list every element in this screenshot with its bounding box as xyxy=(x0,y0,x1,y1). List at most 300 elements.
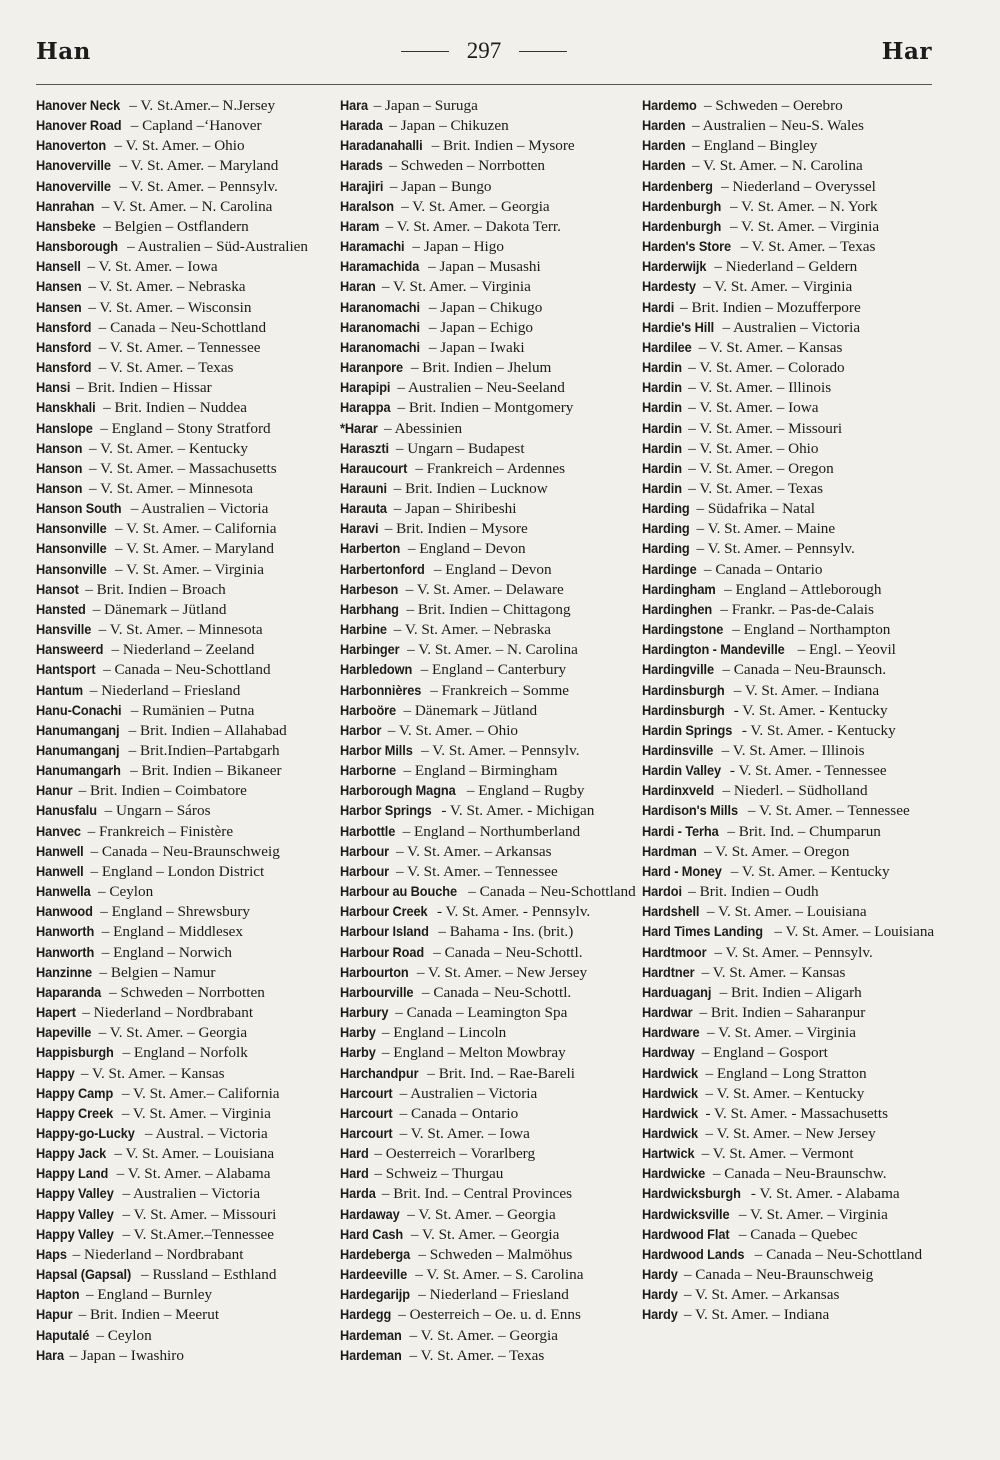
gazetteer-entry xyxy=(340,237,636,257)
place-name: Harbine xyxy=(340,622,387,638)
place-name: Hardinsville xyxy=(642,743,714,758)
place-name: Hanslope xyxy=(36,420,93,436)
place-name: Happy Jack xyxy=(36,1146,107,1162)
place-location: – Japan – Musashi xyxy=(428,258,541,276)
place-name: Happy-go-Lucky xyxy=(36,1125,135,1141)
gazetteer-entry xyxy=(36,681,336,701)
place-location: – Japan – Echigo xyxy=(428,318,534,336)
place-location: – Brit. Indien – Broach xyxy=(85,580,226,598)
gazetteer-entry xyxy=(36,1104,336,1124)
gazetteer-entry xyxy=(642,862,940,882)
place-name: Happy Valley xyxy=(36,1186,114,1202)
place-location: – Australien – Victoria xyxy=(399,1084,538,1102)
gazetteer-entry xyxy=(642,499,940,519)
header-rule xyxy=(36,84,932,85)
gazetteer-entry xyxy=(36,237,336,257)
place-location: – V. St. Amer. – Illinois xyxy=(721,742,865,759)
place-location: – V. St. Amer. – Oregon xyxy=(688,459,834,477)
place-name: Haradanahalli xyxy=(340,138,423,154)
place-name: Hansonville xyxy=(36,561,107,577)
place-name: Haranomachi xyxy=(340,319,420,335)
place-name: Hansville xyxy=(36,622,92,638)
place-location: – England – Burnley xyxy=(86,1286,213,1304)
gazetteer-entry xyxy=(642,237,940,257)
place-name: Hanrahan xyxy=(36,198,95,214)
place-name: Harbour xyxy=(340,863,390,879)
gazetteer-entry xyxy=(36,177,336,197)
place-location: – England – Devon xyxy=(407,540,526,558)
place-location: - V. St. Amer. - Massachusetts xyxy=(705,1104,888,1122)
place-name: Harbertonford xyxy=(340,561,425,577)
gazetteer-entry xyxy=(340,358,636,378)
place-name: Hardinghen xyxy=(642,601,713,617)
place-location: – V. St. Amer. – Virginia xyxy=(706,1024,856,1042)
gazetteer-entry xyxy=(642,681,940,701)
place-name: Hardenburgh xyxy=(642,218,722,234)
place-location: – V. St. Amer. – N. Carolina xyxy=(692,157,863,175)
place-name: Harberton xyxy=(340,541,401,557)
place-location: – Brit. Indien – Nuddea xyxy=(103,399,247,417)
gazetteer-entry xyxy=(36,1043,336,1063)
place-location: – V. St. Amer. – Maryland xyxy=(119,157,279,175)
place-location: – V. St. Amer. – Virginia xyxy=(121,1104,271,1122)
place-location: – England – Melton Mowbray xyxy=(381,1044,566,1062)
place-location: – Frankreich – Somme xyxy=(430,681,570,699)
place-name: Hardi xyxy=(642,299,675,315)
gazetteer-entry xyxy=(642,1184,940,1204)
gazetteer-entry xyxy=(340,257,636,277)
gazetteer-entry xyxy=(36,298,336,318)
gazetteer-entry xyxy=(642,539,940,559)
place-name: Hardingville xyxy=(642,662,715,678)
place-name: Hanvec xyxy=(36,823,81,839)
place-name: Harappa xyxy=(340,400,391,416)
gazetteer-entry xyxy=(642,318,940,338)
place-location: – Brit. Indien – Chittagong xyxy=(406,600,571,618)
place-name: Hanumanganj xyxy=(36,722,120,738)
place-location: – Niederland – Nordbrabant xyxy=(82,1004,254,1022)
gazetteer-entry xyxy=(642,136,940,156)
place-location: – Brit. Indien – Bikaneer xyxy=(130,762,282,780)
place-name: Hardaway xyxy=(340,1206,400,1222)
place-name: Hara xyxy=(36,1347,65,1363)
place-name: Harby xyxy=(340,1025,376,1041)
gazetteer-entry xyxy=(340,580,636,600)
place-name: Hardwicksville xyxy=(642,1206,730,1222)
place-location: – V. St. Amer. – Kansas xyxy=(80,1064,225,1082)
place-location: – England – Northampton xyxy=(732,621,891,639)
place-location: – Japan – Iwashiro xyxy=(69,1346,184,1364)
place-location: – Canada – Ontario xyxy=(399,1104,519,1122)
gazetteer-entry xyxy=(642,398,940,418)
place-location: - V. St. Amer. - Tennessee xyxy=(729,762,887,780)
gazetteer-entry xyxy=(340,842,636,862)
place-location: – Schweden – Malmöhus xyxy=(418,1245,573,1263)
place-location: – V. St. Amer. – Tennessee xyxy=(98,338,261,356)
gazetteer-entry xyxy=(340,136,636,156)
gazetteer-entry xyxy=(36,1205,336,1225)
gazetteer-entry xyxy=(642,781,940,801)
place-name: Hanumangarh xyxy=(36,763,121,779)
place-location: – V. St. Amer. – Missouri xyxy=(122,1205,277,1223)
gazetteer-entry xyxy=(340,721,636,741)
place-name: Harduaganj xyxy=(642,984,712,1000)
gazetteer-entry xyxy=(642,378,940,398)
place-location: – Niederland – Friesland xyxy=(418,1286,569,1304)
gazetteer-entry xyxy=(642,701,940,721)
gazetteer-entry xyxy=(36,560,336,580)
place-location: – Japan – Shiribeshi xyxy=(393,500,517,518)
place-location: – Canada – Ontario xyxy=(703,560,823,578)
page-number-block xyxy=(36,38,932,64)
place-name: Harbour Road xyxy=(340,944,425,960)
gazetteer-column-3 xyxy=(642,96,940,1326)
place-name: Harbour Creek xyxy=(340,904,428,920)
place-location: – Brit. Indien – Lucknow xyxy=(393,479,548,497)
gazetteer-entry xyxy=(340,640,636,660)
place-name: Hardie's Hill xyxy=(642,319,715,335)
gazetteer-entry xyxy=(340,398,636,418)
place-location: – V. St. Amer. – Texas xyxy=(409,1346,545,1364)
gazetteer-entry xyxy=(642,1265,940,1285)
running-head-right: Har xyxy=(881,38,932,65)
place-location: – V. St. Amer. – N. Carolina xyxy=(407,641,578,659)
gazetteer-entry xyxy=(642,419,940,439)
place-location: – Schweden – Norrbotten xyxy=(389,157,545,175)
gazetteer-entry xyxy=(340,277,636,297)
gazetteer-entry xyxy=(36,277,336,297)
place-name: Hanson xyxy=(36,460,83,476)
gazetteer-entry xyxy=(642,882,940,902)
gazetteer-entry xyxy=(340,1124,636,1144)
place-location: – Canada – Neu-Schottl. xyxy=(433,943,583,961)
gazetteer-entry xyxy=(642,902,940,922)
place-location: – Frankreich – Ardennes xyxy=(415,459,566,477)
place-location: – Australien – Neu-Seeland xyxy=(397,379,565,397)
place-name: Hardman xyxy=(642,843,697,859)
gazetteer-entry xyxy=(36,1265,336,1285)
gazetteer-entry xyxy=(642,963,940,983)
gazetteer-entry xyxy=(642,439,940,459)
place-name: Hardware xyxy=(642,1025,700,1041)
gazetteer-entry xyxy=(642,217,940,237)
place-location: – V. St. Amer. – Minnesota xyxy=(98,621,263,639)
place-location: – Brit.Indien–Partabgarh xyxy=(128,742,280,759)
place-location: – Oesterreich – Oe. u. d. Enns xyxy=(398,1306,581,1324)
place-location: – Brit. Indien – Mozufferpore xyxy=(680,298,861,316)
place-location: – Brit. Ind. – Central Provinces xyxy=(381,1185,573,1203)
place-location: – V. St. Amer. – Wisconsin xyxy=(88,298,252,316)
gazetteer-entry xyxy=(642,620,940,640)
place-location: – Brit. Indien – Mysore xyxy=(431,137,575,155)
place-location: – Ceylon xyxy=(97,883,154,901)
place-location: – Brit. Indien – Allahabad xyxy=(128,721,287,739)
gazetteer-entry xyxy=(340,1104,636,1124)
gazetteer-entry xyxy=(36,721,336,741)
place-name: Hardwicke xyxy=(642,1166,706,1182)
place-name: Harbourville xyxy=(340,984,414,1000)
place-name: Hanskhali xyxy=(36,400,96,416)
place-location: – Canada – Neu-Schottland xyxy=(468,883,636,901)
gazetteer-entry xyxy=(36,862,336,882)
place-name: Hanson xyxy=(36,480,83,496)
place-name: Harbor Mills xyxy=(340,743,413,758)
place-location: – England – Stony Stratford xyxy=(100,419,271,437)
place-location: – V. St. Amer. – Pennsylv. xyxy=(696,540,855,558)
gazetteer-entry xyxy=(642,156,940,176)
gazetteer-entry xyxy=(36,1225,336,1245)
gazetteer-entry xyxy=(36,519,336,539)
gazetteer-entry xyxy=(340,116,636,136)
gazetteer-column-1 xyxy=(36,96,336,1366)
place-name: Harden xyxy=(642,118,686,134)
gazetteer-entry xyxy=(36,761,336,781)
gazetteer-entry xyxy=(340,298,636,318)
place-name: Hanwood xyxy=(36,904,93,920)
place-name: Hardin xyxy=(642,420,682,436)
place-location: – V. St. Amer. – Massachusetts xyxy=(89,459,277,477)
place-location: – Südafrika – Natal xyxy=(696,500,815,518)
place-name: Happy Valley xyxy=(36,1206,114,1222)
place-name: Harderwijk xyxy=(642,259,707,275)
place-location: – Ungarn – Sáros xyxy=(104,802,211,820)
gazetteer-entry xyxy=(36,1124,336,1144)
place-name: Hardwick xyxy=(642,1125,699,1141)
place-location: – V. St. Amer. – Nebraska xyxy=(393,621,551,639)
place-name: Harcourt xyxy=(340,1105,393,1121)
place-location: – Brit. Ind. – Chumparun xyxy=(727,822,881,840)
place-location: – Frankr. – Pas-de-Calais xyxy=(720,600,874,618)
place-name: Hanson xyxy=(36,440,83,456)
place-location: – Belgien – Namur xyxy=(99,963,216,981)
place-name: Harden xyxy=(642,138,686,154)
page-header xyxy=(36,38,932,74)
place-location: – Engl. – Yeovil xyxy=(797,641,896,659)
place-name: Hanusfalu xyxy=(36,803,97,819)
place-location: – Oesterreich – Vorarlberg xyxy=(374,1145,536,1163)
place-name: Hansbeke xyxy=(36,218,96,234)
gazetteer-entry xyxy=(36,801,336,821)
place-location: – V. St. Amer. – Indiana xyxy=(733,681,880,699)
place-location: – Niederland – Nordbrabant xyxy=(72,1245,244,1263)
place-location: - V. St. Amer. - Michigan xyxy=(441,802,595,820)
place-location: – V. St. Amer. – Iowa xyxy=(87,258,218,276)
gazetteer-entry xyxy=(340,1225,636,1245)
gazetteer-entry xyxy=(340,701,636,721)
gazetteer-entry xyxy=(36,1285,336,1305)
place-name: Hanwell xyxy=(36,843,84,859)
gazetteer-entry xyxy=(340,378,636,398)
place-name: Hard Cash xyxy=(340,1226,404,1242)
place-location: – Australien – Süd-Australien xyxy=(127,238,309,256)
gazetteer-entry xyxy=(642,741,940,761)
gazetteer-entry xyxy=(36,1023,336,1043)
page-number: 297 xyxy=(466,38,502,63)
place-name: Hardshell xyxy=(642,904,700,920)
place-name: Harby xyxy=(340,1045,376,1061)
place-location: – Niederland – Overyssel xyxy=(721,177,876,195)
place-location: – Belgien – Ostflandern xyxy=(103,217,249,235)
place-location: – Canada – Neu-Schottl. xyxy=(421,983,572,1001)
gazetteer-entry xyxy=(36,1305,336,1325)
place-location: – V. St. Amer. – Virginia xyxy=(738,1205,888,1223)
place-location: – England – London District xyxy=(90,862,265,880)
place-location: – Canada – Neu-Braunschweig xyxy=(683,1266,874,1284)
place-location: – England – Canterbury xyxy=(420,661,567,679)
gazetteer-column-2 xyxy=(340,96,636,1366)
gazetteer-entry xyxy=(642,459,940,479)
place-name: Harapipi xyxy=(340,380,391,396)
place-name: Haram xyxy=(340,218,380,234)
gazetteer-entry xyxy=(340,1184,636,1204)
gazetteer-entry xyxy=(340,1064,636,1084)
gazetteer-entry xyxy=(36,882,336,902)
gazetteer-entry xyxy=(340,499,636,519)
gazetteer-entry xyxy=(36,358,336,378)
place-name: Hardington - Mandeville xyxy=(642,642,785,658)
place-name: Hardinsburgh xyxy=(642,682,725,698)
place-name: Hantum xyxy=(36,682,83,698)
place-location: – Japan – Chikugo xyxy=(428,298,543,316)
place-name: Harborough Magna xyxy=(340,783,456,799)
gazetteer-entry xyxy=(36,580,336,600)
gazetteer-entry xyxy=(340,156,636,176)
place-name: Hardway xyxy=(642,1045,695,1061)
place-name: Hardin xyxy=(642,400,682,416)
place-name: Harbottle xyxy=(340,823,396,839)
place-name: Haran xyxy=(340,279,376,295)
place-location: – Niederland – Zeeland xyxy=(111,641,255,659)
place-location: – V. St. Amer. – Ohio xyxy=(114,137,245,155)
place-name: Harbor xyxy=(340,722,382,738)
place-location: – V. St. Amer. – Texas xyxy=(688,479,824,497)
place-name: Hardison's Mills xyxy=(642,803,738,819)
place-name: Haranomachi xyxy=(340,299,420,315)
place-location: – England – Lincoln xyxy=(381,1024,507,1042)
place-location: – V. St. Amer. – Maine xyxy=(696,520,836,538)
gazetteer-entry xyxy=(642,660,940,680)
place-name: Haps xyxy=(36,1246,67,1262)
place-name: Hara xyxy=(340,98,369,113)
gazetteer-entry xyxy=(340,338,636,358)
place-name: Hardenburgh xyxy=(642,198,722,214)
place-name: Harborne xyxy=(340,763,397,779)
gazetteer-entry xyxy=(642,116,940,136)
gazetteer-entry xyxy=(340,1023,636,1043)
place-location: – England – Bingley xyxy=(692,137,818,155)
place-name: Harchandpur xyxy=(340,1065,419,1081)
gazetteer-entry xyxy=(642,1164,940,1184)
gazetteer-entry xyxy=(36,640,336,660)
place-name: Haramachida xyxy=(340,259,420,275)
gazetteer-entry xyxy=(36,398,336,418)
place-location: - V. St. Amer. - Kentucky xyxy=(741,721,896,739)
place-name: Hapert xyxy=(36,1005,76,1021)
place-location: – Brit. Indien – Meerut xyxy=(78,1306,220,1324)
place-name: Hapton xyxy=(36,1287,80,1303)
place-name: Hanumanganj xyxy=(36,743,120,758)
gazetteer-entry xyxy=(36,660,336,680)
place-name: Hardin Springs xyxy=(642,722,733,738)
place-name: Harbinger xyxy=(340,642,400,658)
place-location: – Ungarn – Budapest xyxy=(395,439,525,457)
place-name: Hansen xyxy=(36,299,82,315)
place-name: Hanur xyxy=(36,783,73,799)
place-location: – Canada – Neu-Schottland xyxy=(103,661,271,679)
gazetteer-entry xyxy=(340,1144,636,1164)
gazetteer-entry xyxy=(340,943,636,963)
gazetteer-entry xyxy=(642,640,940,660)
place-name: Hardy xyxy=(642,1307,678,1323)
place-name: Hard - Money xyxy=(642,863,722,879)
place-name: Happy Camp xyxy=(36,1085,114,1101)
place-location: – Australien – Victoria xyxy=(122,1185,261,1203)
gazetteer-entry xyxy=(340,459,636,479)
place-location: - V. St. Amer. - Alabama xyxy=(750,1185,900,1203)
gazetteer-entry xyxy=(36,1064,336,1084)
gazetteer-entry xyxy=(36,983,336,1003)
place-name: Hardwick xyxy=(642,1105,699,1121)
place-name: Hardinxveld xyxy=(642,783,715,799)
place-location: – Capland –‘Hanover xyxy=(130,117,262,135)
place-location: – Niederl. – Südholland xyxy=(722,782,868,800)
place-location: – Dänemark – Jütland xyxy=(92,600,227,618)
gazetteer-entry xyxy=(642,1205,940,1225)
place-name: Hanzinne xyxy=(36,964,93,980)
place-name: Harboöre xyxy=(340,702,397,718)
gazetteer-entry xyxy=(340,539,636,559)
gazetteer-entry xyxy=(340,1245,636,1265)
place-location: – Abessinien xyxy=(384,419,463,437)
place-location: – Brit. Indien – Coimbatore xyxy=(78,782,247,800)
place-location: – V. St. Amer. – Dakota Terr. xyxy=(385,217,561,235)
place-location: – Japan – Iwaki xyxy=(428,338,525,356)
place-name: Haranomachi xyxy=(340,339,420,355)
gazetteer-entry xyxy=(36,439,336,459)
place-location: – V. St. Amer. – Georgia xyxy=(401,197,550,215)
gazetteer-entry xyxy=(36,600,336,620)
gazetteer-entry xyxy=(642,1064,940,1084)
gazetteer-entry xyxy=(340,479,636,499)
place-location: – Dänemark – Jütland xyxy=(403,701,538,719)
gazetteer-entry xyxy=(36,338,336,358)
gazetteer-entry xyxy=(340,1265,636,1285)
place-location: – V. St. Amer. – Indiana xyxy=(683,1306,830,1324)
gazetteer-entry xyxy=(642,298,940,318)
place-location: – V. St.Amer.–Tennessee xyxy=(122,1225,274,1243)
place-location: – V. St. Amer. – Arkansas xyxy=(683,1286,840,1304)
place-name: Harden's Store xyxy=(642,239,732,255)
place-location: – Japan – Bungo xyxy=(389,177,492,195)
gazetteer-entry xyxy=(340,660,636,680)
gazetteer-entry xyxy=(642,519,940,539)
place-name: Hard Times Landing xyxy=(642,924,763,940)
place-location: – V. St. Amer. – N. York xyxy=(730,197,878,215)
gazetteer-entry xyxy=(36,1184,336,1204)
place-location: – England – Birmingham xyxy=(403,762,558,780)
place-name: Hardingstone xyxy=(642,622,724,638)
gazetteer-entry xyxy=(340,1205,636,1225)
place-name: Hardin xyxy=(642,440,682,456)
place-location: – Niederland – Geldern xyxy=(714,258,858,276)
place-name: Hard xyxy=(340,1166,369,1182)
gazetteer-entry xyxy=(340,217,636,237)
gazetteer-entry xyxy=(36,922,336,942)
place-location: – V. St. Amer. – Tennessee xyxy=(395,862,558,880)
gazetteer-entry xyxy=(642,177,940,197)
gazetteer-entry xyxy=(642,721,940,741)
place-location: – V. St. Amer. – Colorado xyxy=(688,359,845,377)
